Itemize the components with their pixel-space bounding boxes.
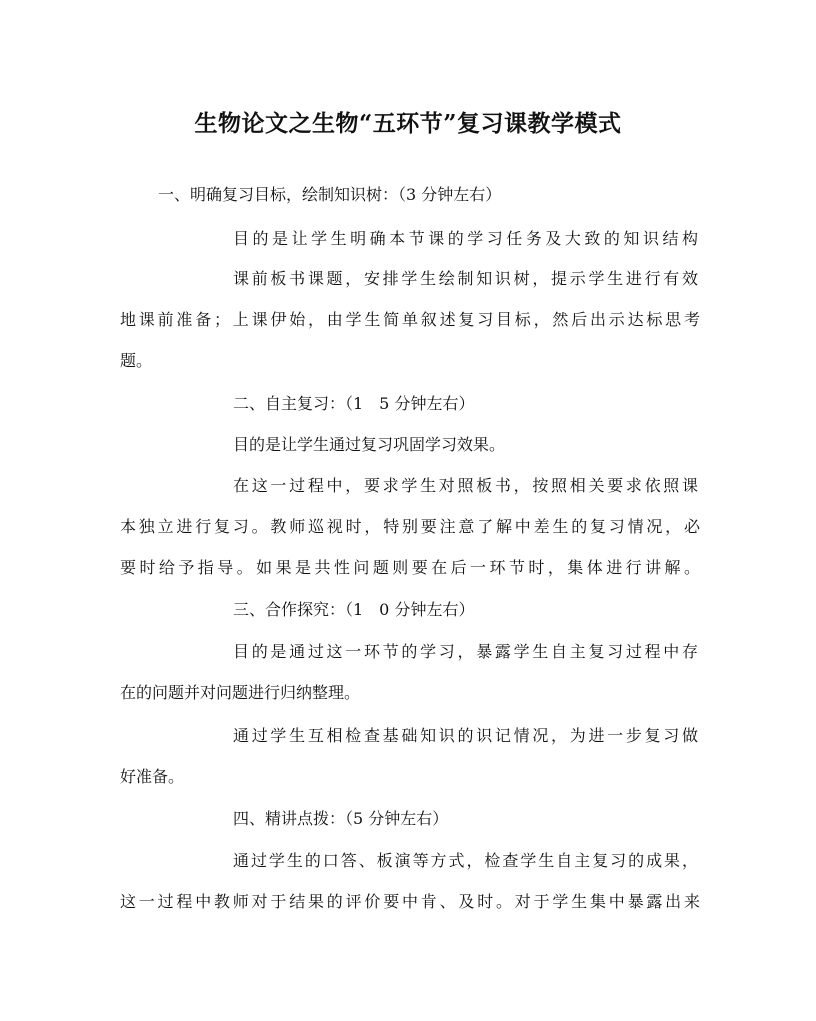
document-title: 生物论文之生物“五环节”复习课教学模式 bbox=[194, 110, 622, 137]
paragraph-line: 目的是通过这一环节的学习，暴露学生自主复习过程中存 bbox=[233, 642, 698, 661]
section-heading-1: 一、明确复习目标，绘制知识树：（3 分钟左右） bbox=[158, 185, 502, 204]
paragraph-line: 要时给予指导。如果是共性问题则要在后一环节时，集体进行讲解。 bbox=[120, 558, 700, 577]
paragraph-line: 课前板书课题，安排学生绘制知识树，提示学生进行有效 bbox=[233, 269, 698, 288]
paragraph-line: 目的是让学生通过复习巩固学习效果。 bbox=[233, 435, 506, 454]
paragraph-line: 通过学生的口答、板演等方式，检查学生自主复习的成果， bbox=[233, 851, 698, 870]
section-heading-3: 三、合作探究：（1 0 分钟左右） bbox=[233, 600, 475, 619]
section-heading-2: 二、自主复习：（1 5 分钟左右） bbox=[233, 394, 475, 413]
paragraph-line: 这一过程中教师对于结果的评价要中肯、及时。对于学生集中暴露出来 bbox=[120, 892, 700, 911]
paragraph-line: 题。 bbox=[120, 351, 153, 370]
paragraph-line: 通过学生互相检查基础知识的识记情况，为进一步复习做 bbox=[233, 726, 698, 745]
section-heading-4: 四、精讲点拨：（5 分钟左右） bbox=[233, 809, 449, 828]
paragraph-line: 在的问题并对问题进行归纳整理。 bbox=[120, 683, 361, 702]
paragraph-line: 地课前准备；上课伊始，由学生简单叙述复习目标，然后出示达标思考 bbox=[120, 310, 700, 329]
paragraph-line: 在这一过程中，要求学生对照板书，按照相关要求依照课 bbox=[233, 476, 698, 495]
paragraph-line: 本独立进行复习。教师巡视时，特别要注意了解中差生的复习情况，必 bbox=[120, 517, 700, 536]
paragraph-line: 目的是让学生明确本节课的学习任务及大致的知识结构 bbox=[233, 229, 698, 248]
paragraph-line: 好准备。 bbox=[120, 767, 185, 786]
